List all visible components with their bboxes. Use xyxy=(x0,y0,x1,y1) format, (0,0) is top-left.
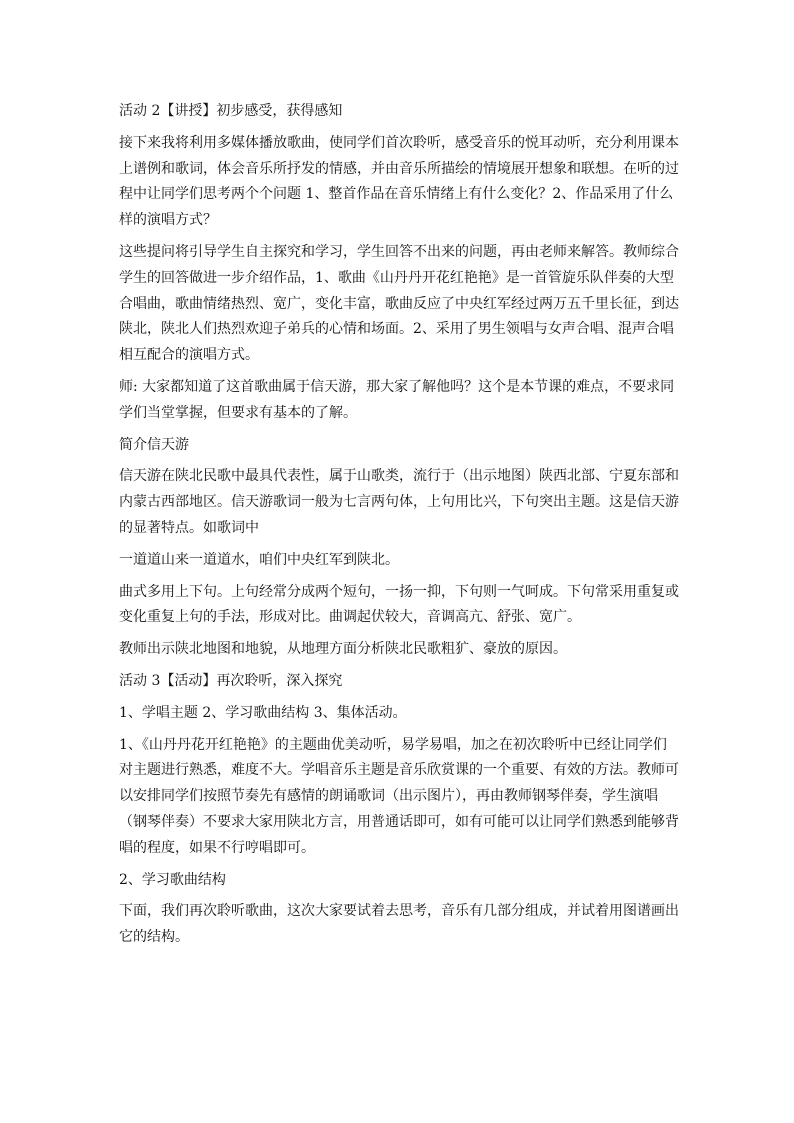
text-line: 活动 2【讲授】初步感受，获得感知 xyxy=(119,103,343,119)
text-line: 内蒙古西部地区。信天游歌词一般为七言两句体，上句用比兴，下句突出主题。这是信天游 xyxy=(119,494,679,511)
paragraph xyxy=(119,131,679,234)
text-line: 相互配合的演唱方式。 xyxy=(119,347,259,364)
text-line: 的显著特点。如歌词中 xyxy=(119,519,259,536)
document-body xyxy=(119,99,679,951)
text-line: 活动 3【活动】再次聆听，深入探究 xyxy=(119,672,343,689)
text-line: 教师出示陕北地图和地貌，从地理方面分析陕北民歌粗犷、豪放的原因。 xyxy=(119,641,567,658)
text-line: 1、《山丹丹花开红艳艳》的主题曲优美动听，易学易唱，加之在初次聆听中已经让同学们 xyxy=(119,736,667,753)
paragraph xyxy=(119,733,679,862)
text-line: 简介信天游 xyxy=(119,436,189,453)
text-line: 上谱例和歌词，体会音乐所抒发的情感，并由音乐所描绘的情境展开想象和联想。在听的过 xyxy=(119,160,679,177)
text-line: 唱的程度，如果不行哼唱即可。 xyxy=(119,839,315,856)
paragraph xyxy=(119,375,679,427)
paragraph xyxy=(119,240,679,369)
paragraph xyxy=(119,669,679,695)
text-line: 它的结构。 xyxy=(119,929,189,946)
text-line: 对主题进行熟悉，难度不大。学唱音乐主题是音乐欣赏课的一个重要、有效的方法。教师可 xyxy=(119,762,679,779)
text-line: 合唱曲，歌曲情绪热烈、宽广，变化丰富，歌曲反应了中央红军经过两万五千里长征，到达 xyxy=(119,295,679,312)
text-line: 变化重复上句的手法，形成对比。曲调起伏较大，音调高亢、舒张、宽广。 xyxy=(119,609,581,626)
text-line: 下面，我们再次聆听歌曲，这次大家要试着去思考，音乐有几部分组成，并试着用图谱画出 xyxy=(119,903,679,920)
paragraph xyxy=(119,464,679,541)
text-line: 陕北，陕北人们热烈欢迎子弟兵的心情和场面。2、采用了男生领唱与女声合唱、混声合唱 xyxy=(119,321,674,338)
paragraph xyxy=(119,899,679,951)
text-line: 这些提问将引导学生自主探究和学习，学生回答不出来的问题，再由老师来解答。教师综合 xyxy=(119,243,679,260)
paragraph xyxy=(119,580,679,632)
text-line: 以安排同学们按照节奏先有感情的朗诵歌词（出示图片），再由教师钢琴伴奏，学生演唱 xyxy=(119,788,658,805)
paragraph xyxy=(119,701,679,727)
text-line: 曲式多用上下句。上句经常分成两个短句，一扬一抑，下句则一气呵成。下句常采用重复或 xyxy=(119,583,679,600)
text-line: 信天游在陕北民歌中最具代表性，属于山歌类，流行于（出示地图）陕西北部、宁夏东部和 xyxy=(119,468,679,485)
text-line: 1、学唱主题 2、学习歌曲结构 3、集体活动。 xyxy=(119,704,407,721)
text-line: 师: 大家都知道了这首歌曲属于信天游，那大家了解他吗？这个是本节课的难点，不要求同 xyxy=(119,378,675,395)
paragraph xyxy=(119,433,679,459)
text-line: 2、学习歌曲结构 xyxy=(119,871,226,888)
text-line: 学们当堂掌握，但要求有基本的了解。 xyxy=(119,404,357,421)
text-line: 程中让同学们思考两个个问题 1、整首作品在音乐情绪上有什么变化？2、作品采用了什么 xyxy=(119,186,674,203)
text-line: 一道道山来一道道水，咱们中央红军到陕北。 xyxy=(119,551,399,568)
paragraph xyxy=(119,637,679,663)
text-line: 样的演唱方式？ xyxy=(119,212,217,229)
text-line: （钢琴伴奏）不要求大家用陕北方言，用普通话即可，如有可能可以让同学们熟悉到能够背 xyxy=(119,813,679,830)
paragraph xyxy=(119,99,679,125)
text-line: 接下来我将利用多媒体播放歌曲，使同学们首次聆听，感受音乐的悦耳动听，充分利用课本 xyxy=(119,134,679,151)
paragraph xyxy=(119,868,679,894)
paragraph xyxy=(119,548,679,574)
text-line: 学生的回答做进一步介绍作品，1、歌曲《山丹丹开花红艳艳》是一首管旋乐队伴奏的大型 xyxy=(119,269,674,286)
